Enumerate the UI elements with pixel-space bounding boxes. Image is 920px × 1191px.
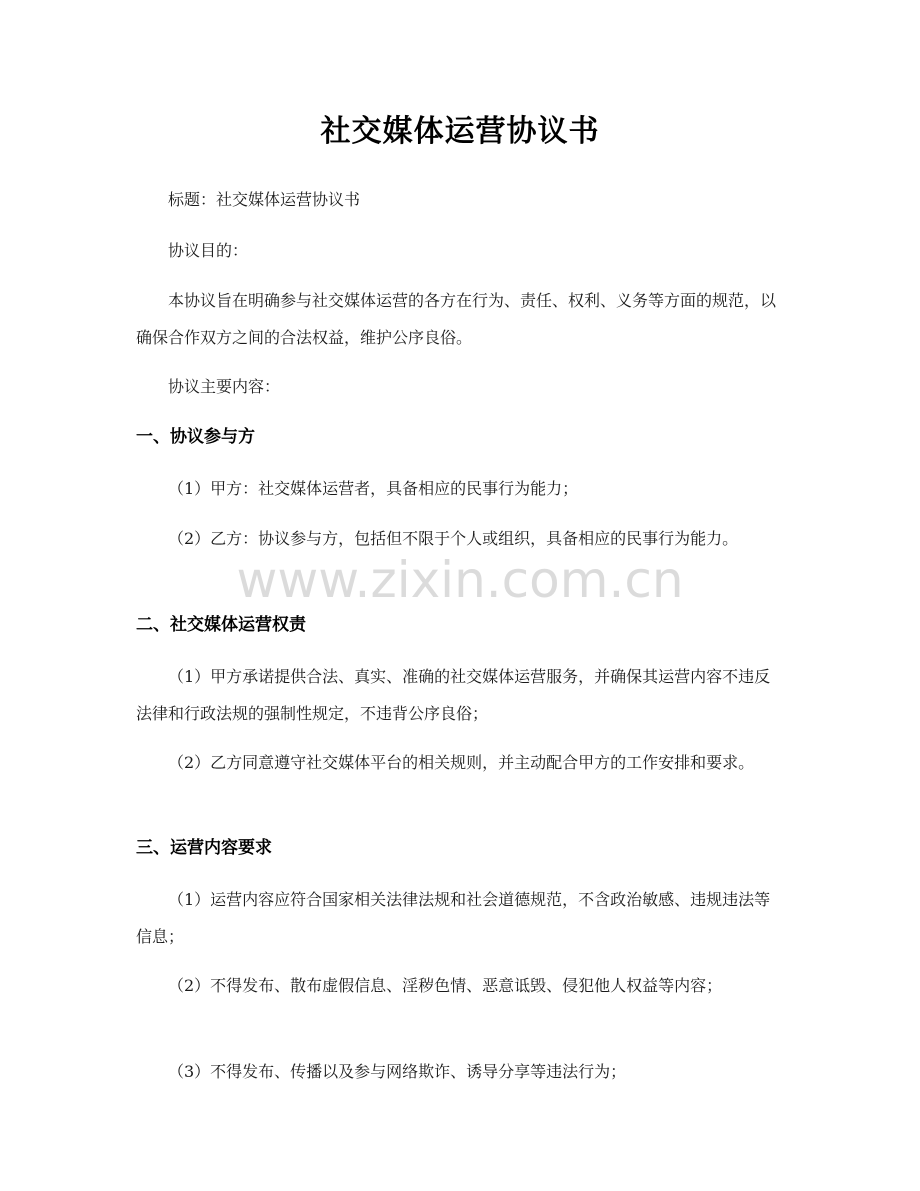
section-heading-content: 三、运营内容要求 [136, 838, 272, 858]
clause-3-3: （3）不得发布、传播以及参与网络欺诈、诱导分享等违法行为； [168, 1062, 627, 1081]
purpose-label: 协议目的： [168, 241, 249, 260]
title-line: 标题：社交媒体运营协议书 [168, 190, 361, 209]
clause-2-2: （2）乙方同意遵守社交媒体平台的相关规则，并主动配合甲方的工作安排和要求。 [168, 753, 755, 772]
clause-3-1: （1）运营内容应符合国家相关法律法规和社会道德规范，不含政治敏感、违规违法等信息； [136, 890, 771, 946]
clause-2-1: （1）甲方承诺提供合法、真实、准确的社交媒体运营服务，并确保其运营内容不违反法律和行政法规的强制性规定，不违背公序良俗； [136, 667, 771, 723]
main-content-label: 协议主要内容： [168, 377, 281, 396]
clause-1-1: （1）甲方：社交媒体运营者，具备相应的民事行为能力； [168, 479, 579, 498]
document-title: 社交媒体运营协议书 [320, 114, 600, 149]
clause-1-2: （2）乙方：协议参与方，包括但不限于个人或组织，具备相应的民事行为能力。 [168, 529, 739, 548]
section-heading-parties: 一、协议参与方 [136, 427, 255, 447]
purpose-paragraph: 本协议旨在明确参与社交媒体运营的各方在行为、责任、权利、义务等方面的规范，以确保合作双方之间的合法权益，维护公序良俗。 [136, 291, 777, 347]
clause-3-2: （2）不得发布、散布虚假信息、淫秽色情、恶意诋毁、侵犯他人权益等内容； [168, 976, 723, 995]
section-heading-rights: 二、社交媒体运营权责 [136, 615, 306, 635]
watermark: www.zixin.com.cn [236, 551, 684, 609]
